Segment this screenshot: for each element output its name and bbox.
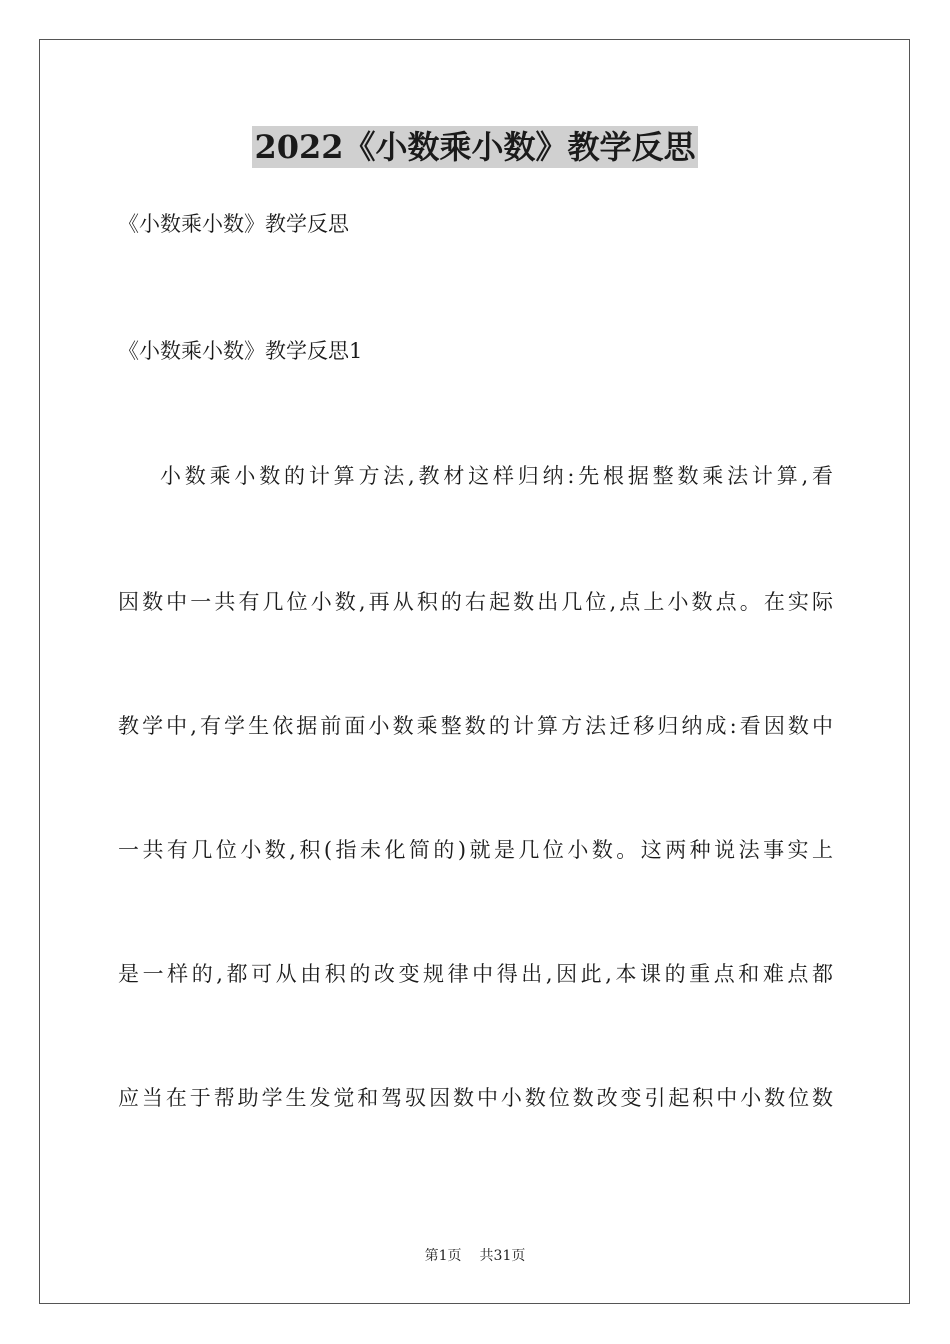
paragraph-line: 教学中,有学生依据前面小数乘整数的计算方法迁移归纳成:看因数中 [118,714,833,738]
paragraph-line: 是一样的,都可从由积的改变规律中得出,因此,本课的重点和难点都 [118,962,833,986]
paragraph-line: 因数中一共有几位小数,再从积的右起数出几位,点上小数点。在实际 [118,590,833,614]
section-heading: 《小数乘小数》教学反思1 [118,339,363,363]
paragraph-line: 应当在于帮助学生发觉和驾驭因数中小数位数改变引起积中小数位数 [118,1086,833,1110]
document-subtitle: 《小数乘小数》教学反思 [118,212,349,236]
document-title: 2022《小数乘小数》教学反思 [254,128,696,166]
paragraph-line: 小数乘小数的计算方法,教材这样归纳:先根据整数乘法计算,看 [160,464,833,488]
page-footer [0,1247,950,1265]
title-container [0,126,950,168]
page-total: 共31页 [479,1248,526,1264]
page-number: 第1页 [424,1248,462,1264]
paragraph-line: 一共有几位小数,积(指未化简的)就是几位小数。这两种说法事实上 [118,838,833,862]
